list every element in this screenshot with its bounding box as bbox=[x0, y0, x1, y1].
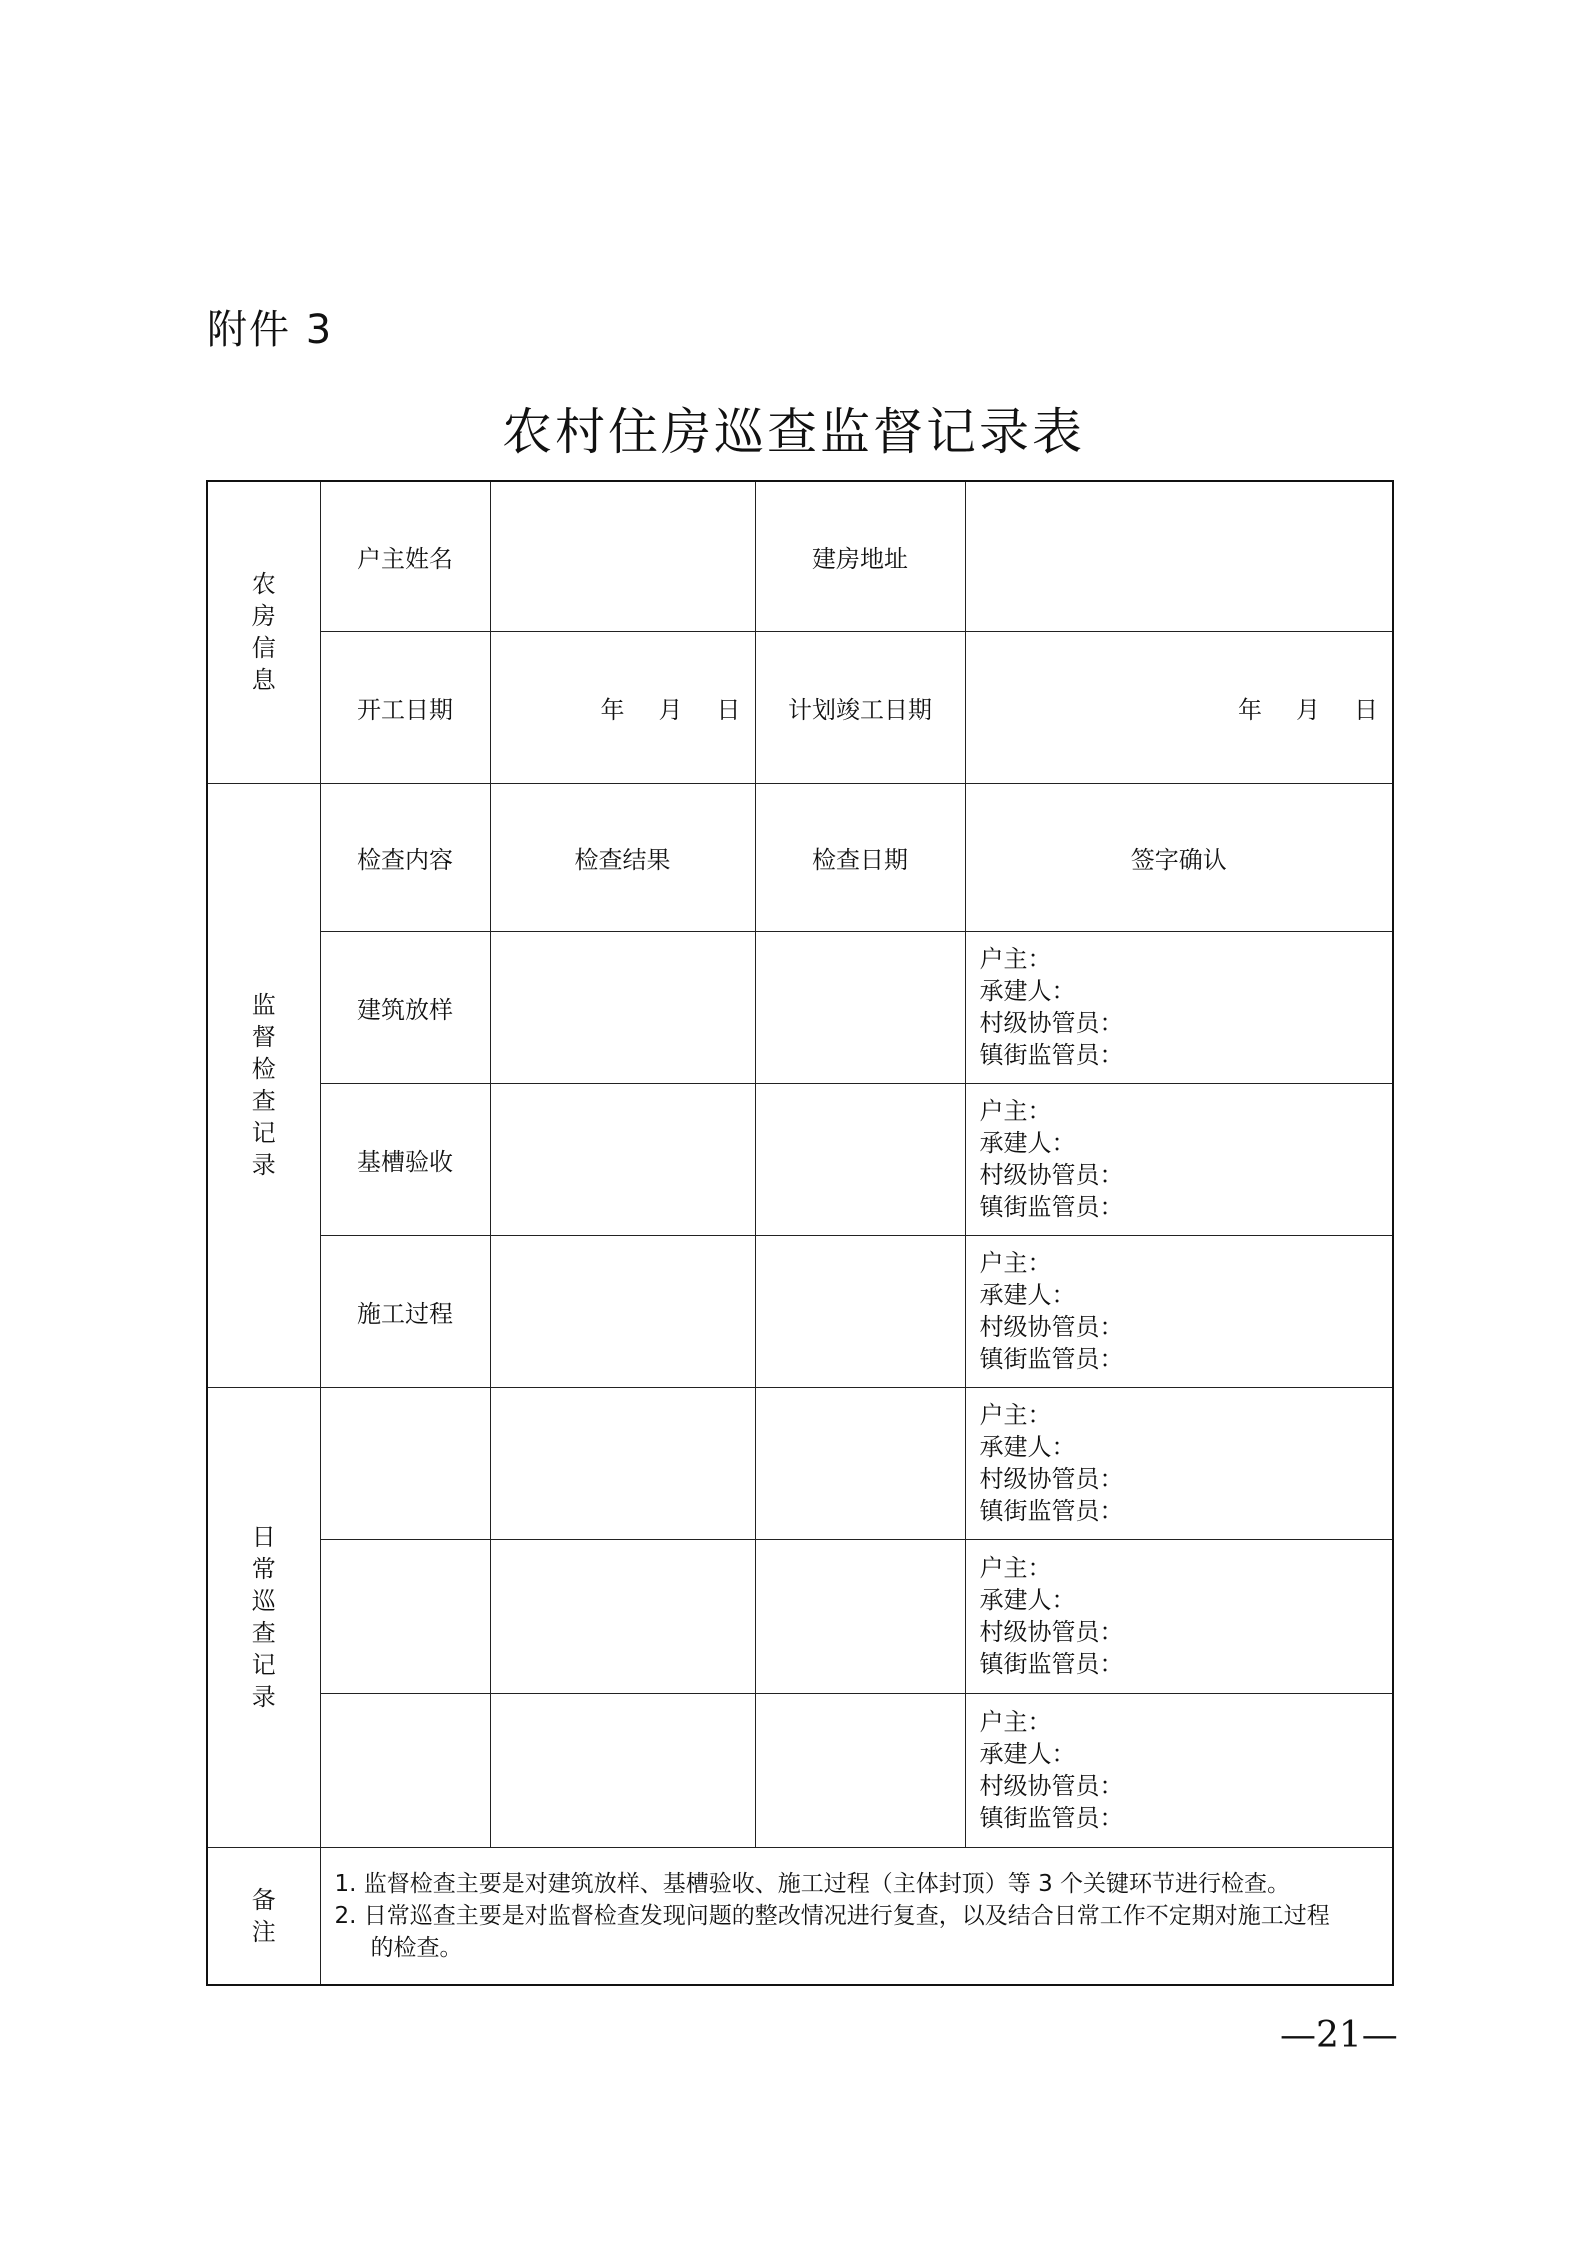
address-field[interactable] bbox=[965, 481, 1393, 631]
inspection-form-table bbox=[206, 480, 1394, 1986]
remarks-text bbox=[320, 1847, 1393, 1985]
patrol-content-field[interactable] bbox=[320, 1693, 490, 1847]
sign-block[interactable]: 户主： 承建人： 村级协管员： 镇街监管员： bbox=[965, 1083, 1393, 1235]
date-field[interactable] bbox=[755, 1083, 965, 1235]
item-label-construction: 施工过程 bbox=[320, 1235, 490, 1387]
section-house-info: 农 房 信 息 bbox=[207, 481, 320, 783]
patrol-row bbox=[207, 1693, 1393, 1847]
patrol-result-field[interactable] bbox=[490, 1387, 755, 1539]
col-header-sign: 签字确认 bbox=[965, 783, 1393, 931]
sign-block[interactable]: 户主： 承建人： 村级协管员： 镇街监管员： bbox=[965, 1235, 1393, 1387]
house-info-row-1 bbox=[207, 481, 1393, 631]
section-patrol: 日 常 巡 查 记 录 bbox=[207, 1387, 320, 1847]
house-info-row-2 bbox=[207, 631, 1393, 783]
remarks-row bbox=[207, 1847, 1393, 1985]
patrol-result-field[interactable] bbox=[490, 1693, 755, 1847]
item-label-foundation: 基槽验收 bbox=[320, 1083, 490, 1235]
sign-block[interactable]: 户主： 承建人： 村级协管员： 镇街监管员： bbox=[965, 1539, 1393, 1693]
patrol-date-field[interactable] bbox=[755, 1387, 965, 1539]
sign-block[interactable]: 户主： 承建人： 村级协管员： 镇街监管员： bbox=[965, 1387, 1393, 1539]
patrol-date-field[interactable] bbox=[755, 1539, 965, 1693]
date-field[interactable] bbox=[755, 1235, 965, 1387]
patrol-content-field[interactable] bbox=[320, 1387, 490, 1539]
patrol-row bbox=[207, 1387, 1393, 1539]
note-line-2-cont: 的检查。 bbox=[370, 1934, 463, 1961]
address-label: 建房地址 bbox=[755, 481, 965, 631]
patrol-content-field[interactable] bbox=[320, 1539, 490, 1693]
form-title: 农村住房巡查监督记录表 bbox=[502, 403, 1085, 461]
supervision-header-row bbox=[207, 783, 1393, 931]
item-label-layout: 建筑放样 bbox=[320, 931, 490, 1083]
result-field[interactable] bbox=[490, 1083, 755, 1235]
supervision-row bbox=[207, 1235, 1393, 1387]
start-date-field[interactable]: 年 月 日 bbox=[490, 631, 755, 783]
col-header-content: 检查内容 bbox=[320, 783, 490, 931]
result-field[interactable] bbox=[490, 931, 755, 1083]
supervision-row bbox=[207, 931, 1393, 1083]
result-field[interactable] bbox=[490, 1235, 755, 1387]
page-number: —21— bbox=[1280, 2015, 1398, 2056]
planned-completion-field[interactable]: 年 月 日 bbox=[965, 631, 1393, 783]
note-line-2: 2. 日常巡查主要是对监督检查发现问题的整改情况进行复查，以及结合日常工作不定期对施工过程 bbox=[334, 1902, 1330, 1929]
patrol-date-field[interactable] bbox=[755, 1693, 965, 1847]
col-header-result: 检查结果 bbox=[490, 783, 755, 931]
owner-name-field[interactable] bbox=[490, 481, 755, 631]
supervision-row bbox=[207, 1083, 1393, 1235]
section-supervision: 监 督 检 查 记 录 bbox=[207, 783, 320, 1387]
sign-block[interactable]: 户主： 承建人： 村级协管员： 镇街监管员： bbox=[965, 931, 1393, 1083]
col-header-date: 检查日期 bbox=[755, 783, 965, 931]
note-line-1: 1. 监督检查主要是对建筑放样、基槽验收、施工过程（主体封顶）等 3 个关键环节进行检查。 bbox=[334, 1870, 1291, 1897]
sign-block[interactable]: 户主： 承建人： 村级协管员： 镇街监管员： bbox=[965, 1693, 1393, 1847]
section-remarks: 备 注 bbox=[207, 1847, 320, 1985]
owner-name-label: 户主姓名 bbox=[320, 481, 490, 631]
start-date-label: 开工日期 bbox=[320, 631, 490, 783]
patrol-result-field[interactable] bbox=[490, 1539, 755, 1693]
planned-completion-label: 计划竣工日期 bbox=[755, 631, 965, 783]
date-field[interactable] bbox=[755, 931, 965, 1083]
attachment-label: 附件 3 bbox=[207, 307, 334, 353]
patrol-row bbox=[207, 1539, 1393, 1693]
